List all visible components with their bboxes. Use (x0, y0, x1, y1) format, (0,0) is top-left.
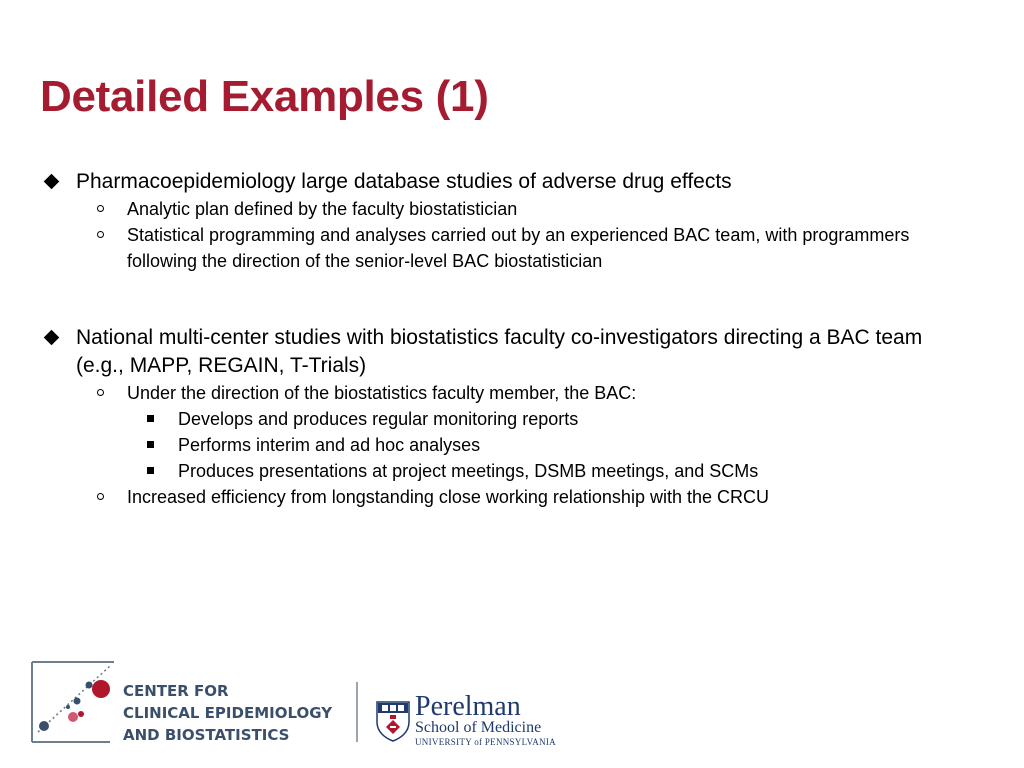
cceb-line: CLINICAL EPIDEMIOLOGY (123, 704, 333, 722)
cceb-logo-text (123, 680, 332, 746)
sub-sub-bullet-text: Performs interim and ad hoc analyses (178, 435, 481, 455)
penn-shield-icon (375, 700, 411, 742)
cceb-line: CENTER FOR (123, 682, 229, 700)
bullet-item (44, 168, 944, 196)
footer-logos (30, 660, 556, 750)
bullet-text: Pharmacoepidemiology large database studies of adverse drug effects (76, 170, 732, 193)
hollow-circle-bullet-icon (97, 205, 104, 212)
bullet-item (44, 324, 944, 380)
sub-bullet-text: Increased efficiency from longstanding close working relationship with the CRCU (127, 487, 769, 507)
sub-sub-bullet-text: Develops and produces regular monitoring reports (178, 409, 579, 429)
perelman-logo-text (415, 691, 556, 748)
sub-bullet-item (44, 222, 944, 274)
sub-sub-bullet-item (44, 406, 944, 432)
square-bullet-icon (147, 441, 154, 448)
sub-bullet-text: Statistical programming and analyses carried out by an experienced BAC team, with programmers following the direction of the senior-level BAC biostatistician (127, 225, 910, 271)
perelman-name: Perelman (415, 691, 521, 722)
hollow-circle-bullet-icon (97, 493, 104, 500)
perelman-school: School of Medicine (415, 719, 542, 736)
square-bullet-icon (147, 467, 154, 474)
sub-sub-bullet-text: Produces presentations at project meetings, DSMB meetings, and SCMs (178, 461, 759, 481)
diamond-bullet-icon (44, 174, 60, 190)
logo-divider (356, 682, 358, 742)
spacer (44, 274, 944, 324)
diamond-bullet-icon (44, 330, 60, 346)
sub-sub-bullet-item (44, 432, 944, 458)
cceb-line: AND BIOSTATISTICS (123, 726, 290, 744)
hollow-circle-bullet-icon (97, 231, 104, 238)
sub-bullet-item (44, 380, 944, 406)
slide-content (44, 168, 944, 510)
cceb-scatter-logo-icon (30, 660, 116, 744)
sub-sub-bullet-item (44, 458, 944, 484)
hollow-circle-bullet-icon (97, 389, 104, 396)
perelman-university: UNIVERSITY of PENNSYLVANIA (415, 737, 556, 747)
sub-bullet-item (44, 484, 944, 510)
square-bullet-icon (147, 415, 154, 422)
sub-bullet-item (44, 196, 944, 222)
slide-title: Detailed Examples (1) (40, 72, 489, 121)
sub-bullet-text: Under the direction of the biostatistics faculty member, the BAC: (127, 383, 637, 403)
sub-bullet-text: Analytic plan defined by the faculty biostatistician (127, 199, 518, 219)
bullet-text: National multi-center studies with biostatistics faculty co-investigators directing a BAC team (e.g., MAPP, REGAIN, T-Trials) (76, 326, 923, 377)
